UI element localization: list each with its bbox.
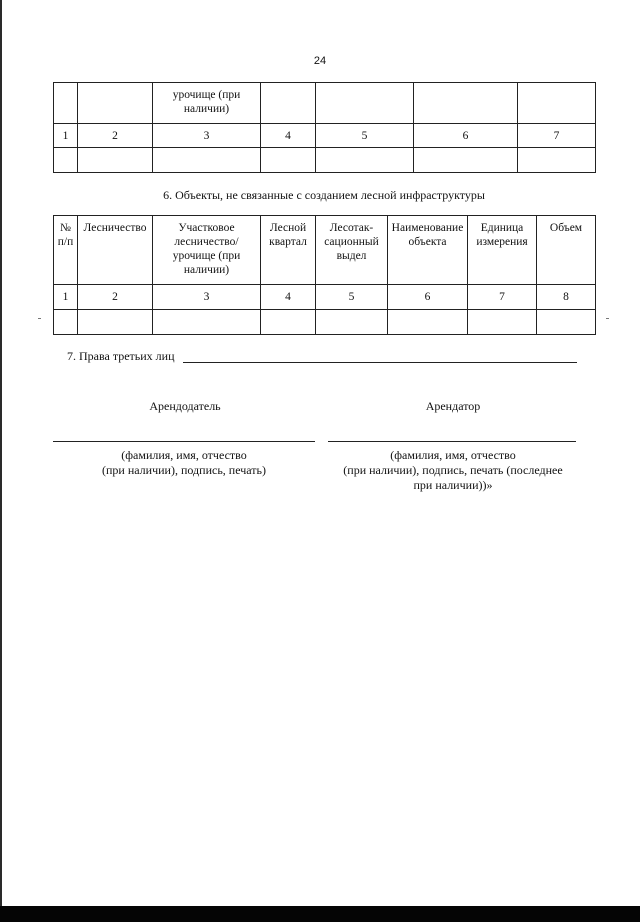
empty-data-row	[54, 310, 596, 335]
empty-cell	[388, 310, 468, 335]
empty-cell	[316, 310, 388, 335]
continuation-table	[53, 82, 596, 173]
header-cell-forestry: Лесничество	[78, 216, 153, 285]
header-cell: урочище (при наличии)	[153, 83, 261, 124]
empty-cell	[316, 148, 414, 173]
column-number: 1	[54, 124, 78, 148]
empty-cell	[261, 148, 316, 173]
header-cell-allotment: Лесотак-сационный выдел	[316, 216, 388, 285]
lessee-signature-line	[328, 441, 576, 442]
page-number: 24	[313, 55, 327, 67]
column-number: 2	[78, 124, 153, 148]
lessor-label: Арендодатель	[149, 399, 221, 413]
lessor-signature-caption: (фамилия, имя, отчество (при наличии), подпись, печать)	[101, 448, 266, 477]
lessee-signature-caption: (фамилия, имя, отчество (при наличии), подпись, печать (последнее при наличии))»	[343, 448, 563, 492]
header-cell-district-forestry: Участковое лесничество/ урочище (при наличии)	[153, 216, 261, 285]
lessor-signature-line	[53, 441, 315, 442]
lessee-label: Арендатор	[425, 399, 481, 413]
column-number-row	[54, 285, 596, 310]
column-number: 4	[261, 285, 316, 310]
section-6-title: 6. Объекты, не связанные с созданием лесной инфраструктуры	[163, 188, 485, 202]
empty-cell	[537, 310, 596, 335]
empty-cell	[153, 148, 261, 173]
third-party-rights-fill-line	[183, 362, 577, 363]
column-number: 5	[316, 285, 388, 310]
empty-cell	[78, 310, 153, 335]
scan-speck	[606, 318, 609, 319]
scan-speck	[38, 318, 41, 319]
empty-cell	[261, 310, 316, 335]
empty-cell	[518, 148, 596, 173]
header-cell-unit: Единица измерения	[468, 216, 537, 285]
table-header-row	[54, 216, 596, 285]
objects-table	[53, 215, 596, 335]
column-number: 4	[261, 124, 316, 148]
column-number: 7	[518, 124, 596, 148]
header-cell	[414, 83, 518, 124]
empty-cell	[54, 310, 78, 335]
header-cell-object-name: Наименование объекта	[388, 216, 468, 285]
empty-cell	[153, 310, 261, 335]
header-cell	[78, 83, 153, 124]
scan-edge-bottom	[0, 906, 640, 922]
empty-data-row	[54, 148, 596, 173]
column-number-row	[54, 124, 596, 148]
empty-cell	[54, 148, 78, 173]
scan-edge-left	[0, 0, 2, 922]
header-cell-forest-quarter: Лесной квартал	[261, 216, 316, 285]
empty-cell	[468, 310, 537, 335]
header-cell	[261, 83, 316, 124]
header-cell-number: № п/п	[54, 216, 78, 285]
header-cell	[316, 83, 414, 124]
column-number: 6	[414, 124, 518, 148]
third-party-rights-label: 7. Права третьих лиц	[67, 349, 175, 363]
empty-cell	[414, 148, 518, 173]
column-number: 3	[153, 124, 261, 148]
column-number: 1	[54, 285, 78, 310]
table-header-row	[54, 83, 596, 124]
empty-cell	[78, 148, 153, 173]
column-number: 6	[388, 285, 468, 310]
header-cell-volume: Объем	[537, 216, 596, 285]
column-number: 8	[537, 285, 596, 310]
column-number: 2	[78, 285, 153, 310]
column-number: 7	[468, 285, 537, 310]
header-cell	[54, 83, 78, 124]
column-number: 3	[153, 285, 261, 310]
column-number: 5	[316, 124, 414, 148]
header-cell	[518, 83, 596, 124]
